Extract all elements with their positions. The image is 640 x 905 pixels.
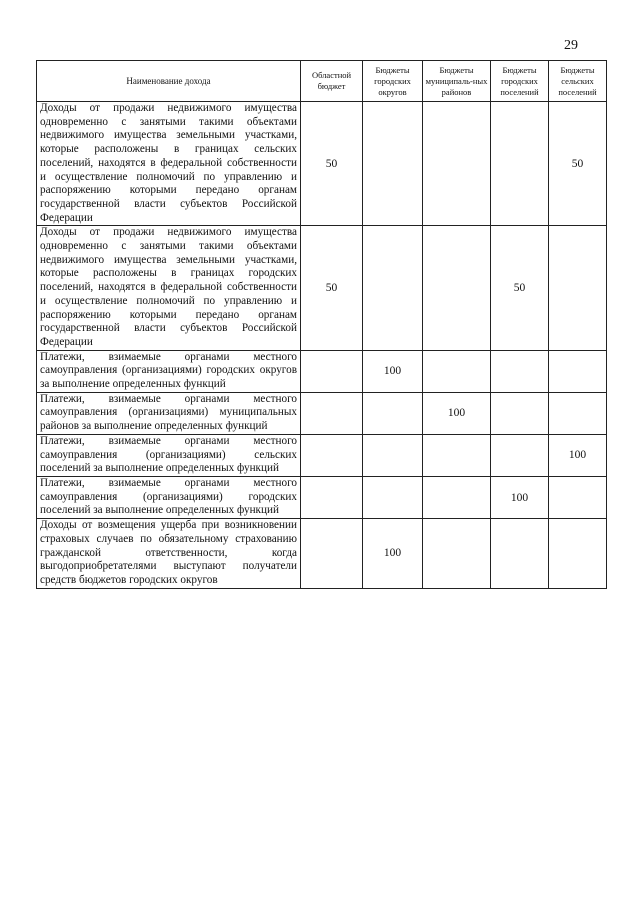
value-cell	[301, 350, 363, 392]
header-rural-settlements: Бюджеты сельских поселений	[549, 61, 607, 102]
value-cell	[363, 434, 423, 476]
value-cell	[549, 519, 607, 589]
value-cell	[549, 226, 607, 350]
value-cell	[363, 476, 423, 518]
table-row	[37, 102, 607, 226]
value-cell	[491, 392, 549, 434]
value-cell: 50	[491, 226, 549, 350]
table-row	[37, 434, 607, 476]
value-cell	[301, 476, 363, 518]
income-name-cell: Доходы от возмещения ущерба при возникновении страховых случаев по обязательному страхованию гражданской ответственности, когда выгодоприобретателями выступают получатели средств бюджетов городских округов	[37, 519, 301, 589]
value-cell: 50	[301, 102, 363, 226]
header-income-name: Наименование дохода	[37, 61, 301, 102]
value-cell	[549, 350, 607, 392]
income-name-cell: Платежи, взимаемые органами местного самоуправления (организациями) городских округов за выполнение определенных функций	[37, 350, 301, 392]
page-number: 29	[564, 38, 578, 53]
value-cell	[491, 519, 549, 589]
value-cell: 100	[423, 392, 491, 434]
value-cell	[363, 226, 423, 350]
value-cell	[301, 392, 363, 434]
income-name-cell: Платежи, взимаемые органами местного самоуправления (организациями) сельских поселений за выполнение определенных функций	[37, 434, 301, 476]
value-cell	[491, 102, 549, 226]
value-cell: 50	[549, 102, 607, 226]
income-name-cell: Платежи, взимаемые органами местного самоуправления (организациями) муниципальных районов за выполнение определенных функций	[37, 392, 301, 434]
value-cell	[491, 350, 549, 392]
value-cell	[549, 476, 607, 518]
table-header-row	[37, 61, 607, 102]
value-cell	[423, 434, 491, 476]
value-cell: 100	[363, 350, 423, 392]
value-cell	[423, 102, 491, 226]
income-name-cell: Доходы от продажи недвижимого имущества одновременно с занятыми такими объектами недвижимого имущества земельными участками, которые расположены в границах городских поселений, находятся в федеральной собственности и осуществление полномочий по управлению и распоряжению которыми передано органам государственной власти субъектов Российской Федерации	[37, 226, 301, 350]
table-row	[37, 392, 607, 434]
header-urban-settlements: Бюджеты городских поселений	[491, 61, 549, 102]
value-cell	[363, 392, 423, 434]
income-distribution-table	[36, 60, 607, 589]
table-row	[37, 519, 607, 589]
income-name-cell: Платежи, взимаемые органами местного самоуправления (организациями) городских поселений за выполнение определенных функций	[37, 476, 301, 518]
header-regional-budget: Областной бюджет	[301, 61, 363, 102]
table-row	[37, 350, 607, 392]
table-row	[37, 226, 607, 350]
header-municipal-districts: Бюджеты муниципаль-ных районов	[423, 61, 491, 102]
header-city-districts: Бюджеты городских округов	[363, 61, 423, 102]
value-cell	[491, 434, 549, 476]
value-cell	[423, 519, 491, 589]
value-cell	[423, 226, 491, 350]
income-name-cell: Доходы от продажи недвижимого имущества одновременно с занятыми такими объектами недвижимого имущества земельными участками, которые расположены в границах сельских поселений, находятся в федеральной собственности и осуществление полномочий по управлению и распоряжению которыми передано органам государственной власти субъектов Российской Федерации	[37, 102, 301, 226]
value-cell: 50	[301, 226, 363, 350]
value-cell	[423, 350, 491, 392]
value-cell: 100	[549, 434, 607, 476]
value-cell: 100	[491, 476, 549, 518]
value-cell	[549, 392, 607, 434]
value-cell	[301, 519, 363, 589]
table-row	[37, 476, 607, 518]
value-cell: 100	[363, 519, 423, 589]
value-cell	[363, 102, 423, 226]
value-cell	[301, 434, 363, 476]
value-cell	[423, 476, 491, 518]
